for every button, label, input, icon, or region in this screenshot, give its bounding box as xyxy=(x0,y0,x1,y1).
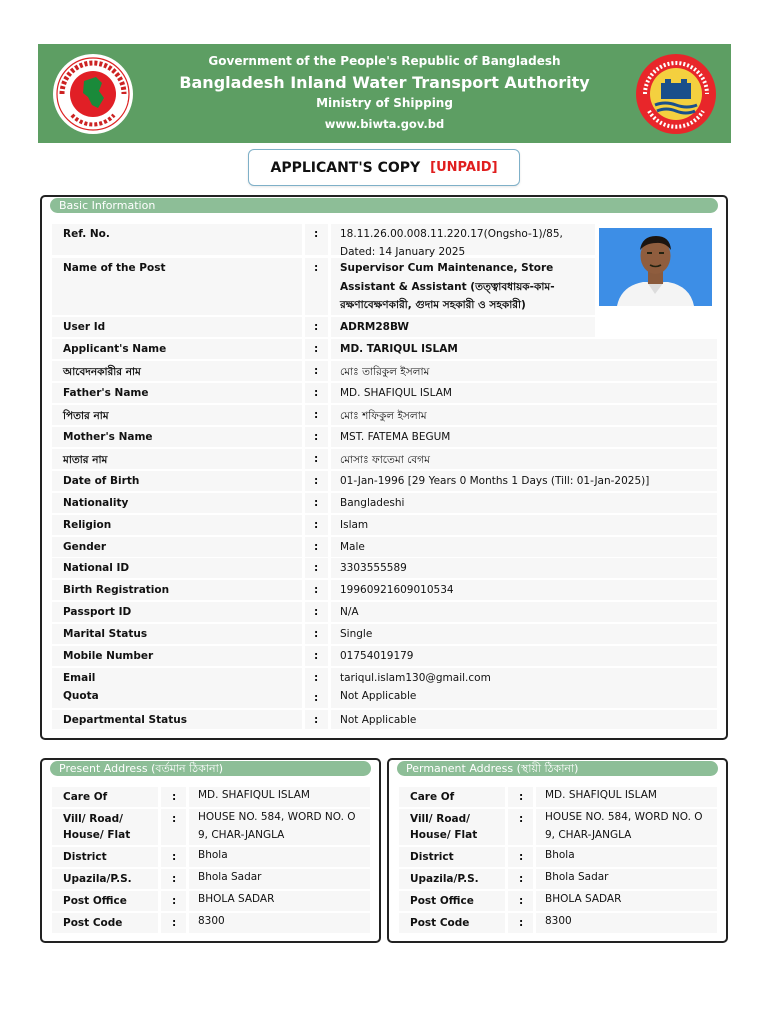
field-value: 01754019179 xyxy=(340,650,414,662)
applicant-portrait-icon xyxy=(599,228,712,306)
field-value: ADRM28BW xyxy=(340,321,409,333)
field-value: 3303555589 xyxy=(340,562,407,574)
unpaid-status: [UNPAID] xyxy=(430,160,498,175)
field-colon: : xyxy=(314,453,319,465)
field-colon: : xyxy=(314,584,319,596)
field-value: Islam xyxy=(340,519,369,531)
field-label: District xyxy=(63,851,107,863)
field-label: মাতার নাম xyxy=(63,454,108,466)
address-row xyxy=(399,787,717,808)
basic-info-row xyxy=(52,317,595,338)
basic-info-row xyxy=(52,515,717,536)
field-value: Dated: 14 January 2025 xyxy=(340,246,466,258)
field-label: Marital Status xyxy=(63,628,148,640)
field-value: Bhola xyxy=(545,849,575,861)
field-label: Post Code xyxy=(63,917,123,929)
field-value: MD. SHAFIQUL ISLAM xyxy=(340,387,452,399)
basic-info-row xyxy=(52,580,717,601)
basic-info-row xyxy=(52,493,717,514)
address-row xyxy=(399,809,717,846)
field-value: 19960921609010534 xyxy=(340,584,454,596)
basic-info-row xyxy=(52,405,717,426)
field-label: District xyxy=(410,851,454,863)
field-label: Post Code xyxy=(410,917,470,929)
field-value: Bhola Sadar xyxy=(198,871,262,883)
field-value: MD. SHAFIQUL ISLAM xyxy=(198,789,310,801)
address-row xyxy=(399,891,717,912)
field-value: মোঃ শফিকুল ইসলাম xyxy=(340,410,427,422)
field-value: Single xyxy=(340,628,373,640)
field-value: Male xyxy=(340,541,365,553)
basic-info-row xyxy=(52,224,595,256)
field-label: Post Office xyxy=(410,895,474,907)
authority-title: Bangladesh Inland Water Transport Authority xyxy=(179,73,590,92)
field-colon: : xyxy=(314,519,319,531)
field-value: রক্ষণাবেক্ষণকারী, গুদাম সহকারী ও সহকারী) xyxy=(340,299,526,311)
field-colon: : xyxy=(314,562,319,574)
field-value: 8300 xyxy=(545,915,572,927)
field-label: User Id xyxy=(63,321,106,333)
field-label: Nationality xyxy=(63,497,129,509)
basic-info-row xyxy=(52,339,717,360)
website-text: www.biwta.gov.bd xyxy=(324,117,445,131)
field-label: Post Office xyxy=(63,895,127,907)
field-colon: : xyxy=(314,387,319,399)
field-label: Upazila/P.S. xyxy=(410,873,479,885)
field-colon: : xyxy=(172,813,177,825)
address-row xyxy=(52,809,370,846)
field-label: Care Of xyxy=(410,791,455,803)
field-value: tariqul.islam130@gmail.com xyxy=(340,672,491,684)
field-value: মোঃ তারিকুল ইসলাম xyxy=(340,366,430,378)
field-value: MST. FATEMA BEGUM xyxy=(340,431,451,443)
basic-info-row xyxy=(52,686,717,709)
basic-info-row xyxy=(52,383,717,404)
field-label: Gender xyxy=(63,541,107,553)
government-title: Government of the People's Republic of Bangladesh xyxy=(208,54,561,68)
field-colon: : xyxy=(314,321,319,333)
field-label: Quota xyxy=(63,690,99,702)
field-label: Name of the Post xyxy=(63,262,166,274)
field-colon: : xyxy=(172,851,177,863)
field-label: House/ Flat xyxy=(63,829,131,841)
field-value: 9, CHAR-JANGLA xyxy=(198,829,285,841)
field-colon: : xyxy=(519,917,524,929)
field-colon: : xyxy=(314,262,319,274)
field-value: N/A xyxy=(340,606,359,618)
field-label: আবেদনকারীর নাম xyxy=(63,366,141,378)
field-value: 01-Jan-1996 [29 Years 0 Months 1 Days (Till: 01-Jan-2025)] xyxy=(340,475,650,487)
basic-info-row xyxy=(52,258,595,316)
address-row xyxy=(399,913,717,934)
field-value: MD. SHAFIQUL ISLAM xyxy=(545,789,657,801)
field-colon: : xyxy=(519,791,524,803)
present-address-title: Present Address (বর্তমান ঠিকানা) xyxy=(50,761,371,776)
field-colon: : xyxy=(314,228,319,240)
address-row xyxy=(52,847,370,868)
field-value: Bhola Sadar xyxy=(545,871,609,883)
address-row xyxy=(52,869,370,890)
field-label: Birth Registration xyxy=(63,584,170,596)
field-value: Bangladeshi xyxy=(340,497,405,509)
basic-info-row xyxy=(52,602,717,623)
permanent-address-title: Permanent Address (স্থায়ী ঠিকানা) xyxy=(397,761,718,776)
field-label: Care Of xyxy=(63,791,108,803)
field-colon: : xyxy=(314,714,319,726)
field-colon: : xyxy=(314,650,319,662)
field-label: Ref. No. xyxy=(63,228,110,240)
field-colon: : xyxy=(314,343,319,355)
basic-info-row xyxy=(52,427,717,448)
field-label: পিতার নাম xyxy=(63,410,109,422)
field-colon: : xyxy=(519,851,524,863)
field-value: 18.11.26.00.008.11.220.17(Ongsho-1)/85, xyxy=(340,228,563,240)
field-value: HOUSE NO. 584, WORD NO. O xyxy=(198,811,356,823)
biwta-logo-icon xyxy=(635,53,717,135)
field-label: Departmental Status xyxy=(63,714,187,726)
basic-information-title: Basic Information xyxy=(50,198,718,213)
address-row xyxy=(52,787,370,808)
basic-info-row xyxy=(52,361,717,382)
field-label: Email xyxy=(63,672,96,684)
field-colon: : xyxy=(314,409,319,421)
field-value: 9, CHAR-JANGLA xyxy=(545,829,632,841)
field-value: BHOLA SADAR xyxy=(198,893,275,905)
applicant-copy-box xyxy=(248,149,520,186)
address-row xyxy=(52,913,370,934)
field-value: Bhola xyxy=(198,849,228,861)
field-label: Vill/ Road/ xyxy=(410,813,470,825)
field-colon: : xyxy=(519,873,524,885)
field-colon: : xyxy=(172,917,177,929)
field-value: 8300 xyxy=(198,915,225,927)
basic-info-row xyxy=(52,537,717,558)
basic-info-row xyxy=(52,646,717,667)
basic-info-row xyxy=(52,449,717,470)
basic-info-row xyxy=(52,558,717,579)
field-colon: : xyxy=(314,431,319,443)
header-banner xyxy=(38,44,731,143)
field-value: মোসাঃ ফাতেমা বেগম xyxy=(340,454,430,466)
field-colon: : xyxy=(314,365,319,377)
applicant-copy-title: APPLICANT'S COPY xyxy=(270,159,421,176)
field-colon: : xyxy=(519,895,524,907)
field-label: Passport ID xyxy=(63,606,132,618)
basic-info-row xyxy=(52,624,717,645)
field-colon: : xyxy=(172,873,177,885)
field-colon: : xyxy=(172,791,177,803)
field-colon: : xyxy=(314,475,319,487)
permanent-address-panel xyxy=(387,758,728,943)
field-colon: : xyxy=(314,606,319,618)
present-address-panel xyxy=(40,758,381,943)
address-row xyxy=(52,891,370,912)
field-colon: : xyxy=(314,692,319,704)
address-row xyxy=(399,847,717,868)
field-value: BHOLA SADAR xyxy=(545,893,622,905)
field-colon: : xyxy=(172,895,177,907)
field-label: Father's Name xyxy=(63,387,149,399)
field-label: Applicant's Name xyxy=(63,343,167,355)
address-row xyxy=(399,869,717,890)
field-value: Supervisor Cum Maintenance, Store xyxy=(340,262,554,274)
field-colon: : xyxy=(519,813,524,825)
field-value: Not Applicable xyxy=(340,714,417,726)
applicant-photo xyxy=(599,228,712,306)
field-value: Not Applicable xyxy=(340,690,417,702)
field-label: House/ Flat xyxy=(410,829,478,841)
basic-info-row xyxy=(52,471,717,492)
field-label: Date of Birth xyxy=(63,475,140,487)
field-colon: : xyxy=(314,541,319,553)
field-colon: : xyxy=(314,672,319,684)
field-colon: : xyxy=(314,497,319,509)
field-label: Mobile Number xyxy=(63,650,154,662)
field-colon: : xyxy=(314,628,319,640)
field-value: Assistant & Assistant (তত্ত্বাবধায়ক-কাম- xyxy=(340,281,555,293)
field-value: HOUSE NO. 584, WORD NO. O xyxy=(545,811,703,823)
basic-information-panel xyxy=(40,195,728,740)
field-label: Upazila/P.S. xyxy=(63,873,132,885)
field-label: Religion xyxy=(63,519,112,531)
field-label: Vill/ Road/ xyxy=(63,813,123,825)
ministry-title: Ministry of Shipping xyxy=(316,96,453,110)
basic-info-row xyxy=(52,710,717,730)
field-value: MD. TARIQUL ISLAM xyxy=(340,343,458,355)
field-label: National ID xyxy=(63,562,130,574)
field-label: Mother's Name xyxy=(63,431,153,443)
